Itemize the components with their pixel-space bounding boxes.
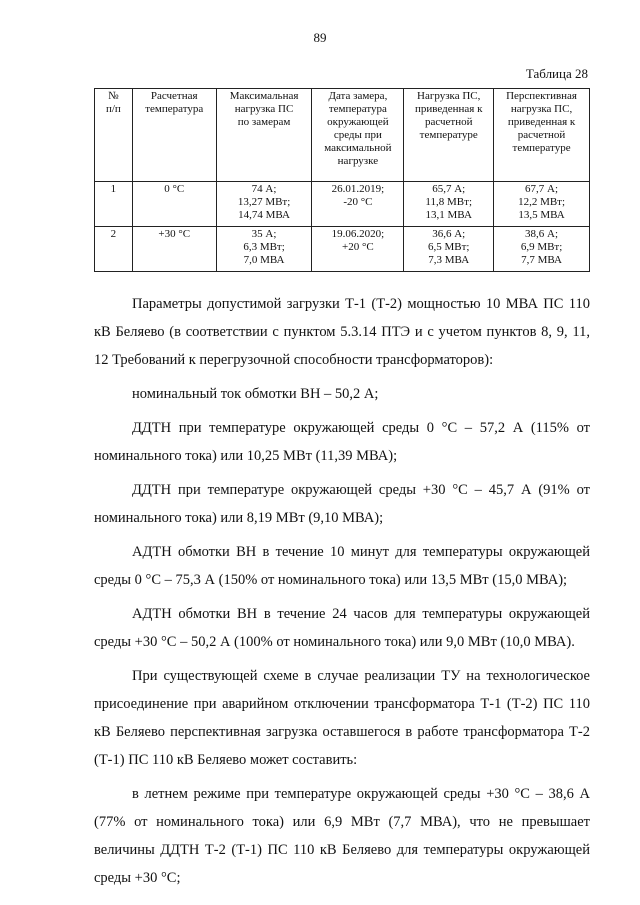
table-cell: 38,6 А; 6,9 МВт; 7,7 МВА xyxy=(494,227,590,272)
table-row xyxy=(95,182,590,227)
paragraph-rated-current: номинальный ток обмотки ВН – 50,2 А; xyxy=(132,386,379,402)
table-cell: 2 xyxy=(95,227,133,272)
table-cell: +30 °С xyxy=(132,227,216,272)
header-measurement-date: Дата замера, температура окружающей среды при максимальной нагрузке xyxy=(312,89,404,182)
table-cell: 0 °С xyxy=(132,182,216,227)
table-cell: 26.01.2019; -20 °С xyxy=(312,182,404,227)
table-cell: 65,7 А; 11,8 МВт; 13,1 МВА xyxy=(404,182,494,227)
paragraph-ddtn-30c: ДДТН при температуре окружающей среды +30 °С – 45,7 А (91% от номинального тока) или 8,19 МВт (9,10 МВА); xyxy=(94,482,590,526)
paragraph-summer-mode: в летнем режиме при температуре окружающей среды +30 °С – 38,6 А (77% от номинального тока) или 6,9 МВт (7,7 МВА), что не превышает величины ДДТН Т-2 (Т-1) ПС 110 кВ Беляево для температуры окружающей среды +30 °С; xyxy=(94,786,590,886)
header-prospective-load: Перспективная нагрузка ПС, приведенная к расчетной температуре xyxy=(494,89,590,182)
table-cell: 36,6 А; 6,5 МВт; 7,3 МВА xyxy=(404,227,494,272)
table-caption: Таблица 28 xyxy=(525,66,588,81)
header-number: № п/п xyxy=(95,89,133,182)
table-cell: 35 А; 6,3 МВт; 7,0 МВА xyxy=(216,227,312,272)
table-cell: 19.06.2020; +20 °С xyxy=(312,227,404,272)
paragraph-adtn-10min: АДТН обмотки ВН в течение 10 минут для температуры окружающей среды 0 °С – 75,3 А (150% от номинального тока) или 13,5 МВт (15,0 МВА); xyxy=(94,544,590,588)
table-cell: 67,7 А; 12,2 МВт; 13,5 МВА xyxy=(494,182,590,227)
load-table xyxy=(94,88,590,272)
header-design-temperature: Расчетная температура xyxy=(132,89,216,182)
paragraph-existing-scheme: При существующей схеме в случае реализации ТУ на технологическое присоединение при аварийном отключении трансформатора Т-1 (Т-2) ПС 110 кВ Беляево перспективная загрузка оставшегося в работе трансформатора Т-2 (Т-1) ПС 110 кВ Беляево может составить: xyxy=(94,668,590,768)
table-header-row xyxy=(95,89,590,182)
table-cell: 74 А; 13,27 МВт; 14,74 МВА xyxy=(216,182,312,227)
page-number: 89 xyxy=(313,30,327,45)
paragraph-ddtn-0c: ДДТН при температуре окружающей среды 0 °С – 57,2 А (115% от номинального тока) или 10,25 МВт (11,39 МВА); xyxy=(94,420,590,464)
table-row xyxy=(95,227,590,272)
header-reduced-load: Нагрузка ПС, приведенная к расчетной температуре xyxy=(404,89,494,182)
table-cell: 1 xyxy=(95,182,133,227)
paragraph-adtn-24h: АДТН обмотки ВН в течение 24 часов для температуры окружающей среды +30 °С – 50,2 А (100% от номинального тока) или 9,0 МВт (10,0 МВА). xyxy=(94,606,590,650)
header-max-load: Максимальная нагрузка ПС по замерам xyxy=(216,89,312,182)
body-text xyxy=(94,290,590,892)
paragraph-load-parameters: Параметры допустимой загрузки Т-1 (Т-2) мощностью 10 МВА ПС 110 кВ Беляево (в соответствии с пунктом 5.3.14 ПТЭ и с учетом пунктов 8, 9, 11, 12 Требований к перегрузочной способности трансформаторов): xyxy=(94,296,590,368)
